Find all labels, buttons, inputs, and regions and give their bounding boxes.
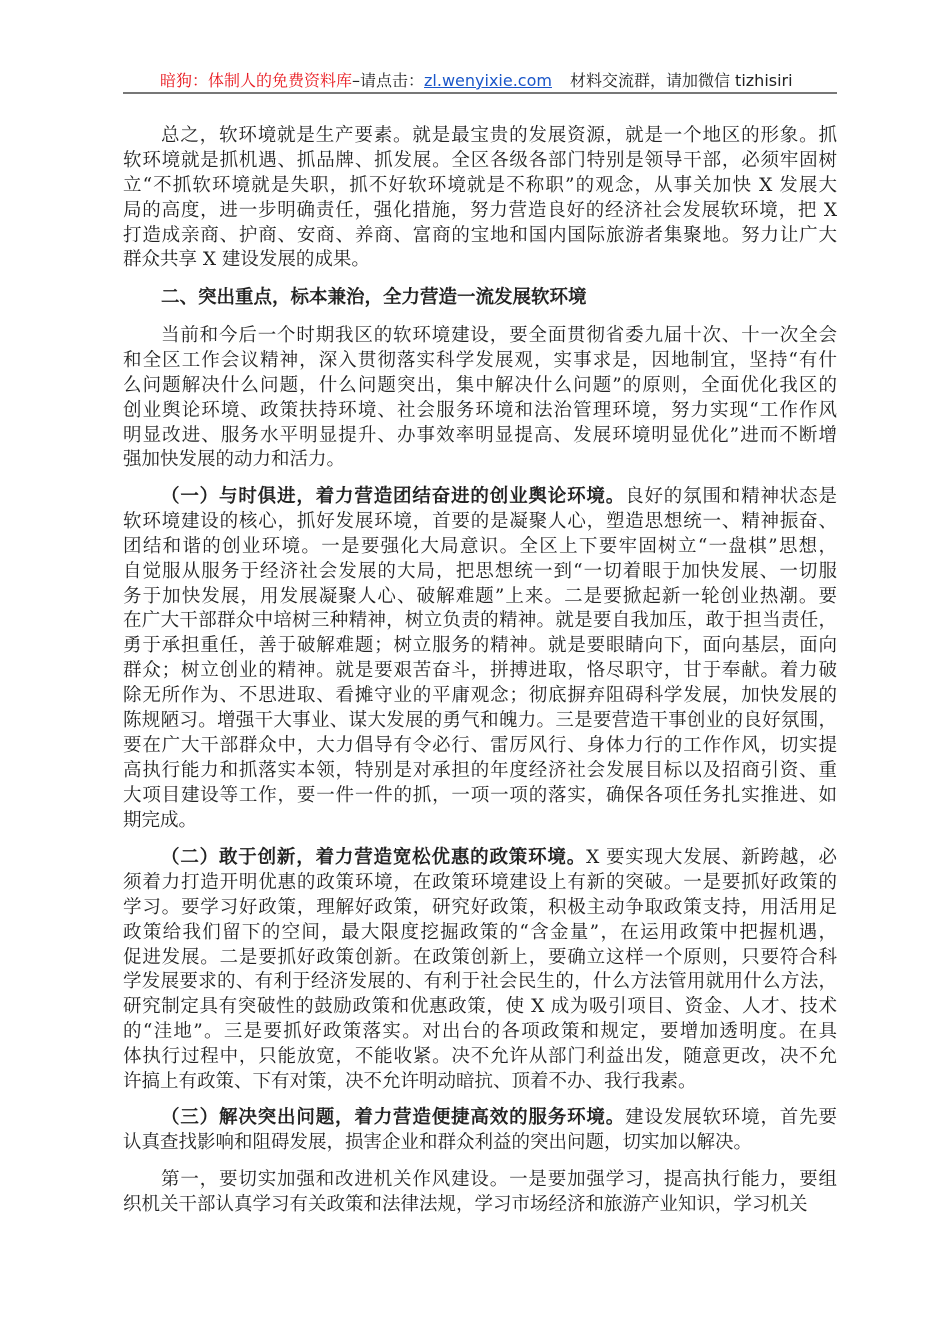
text-line: [123, 199, 837, 224]
line-text: 织机关干部认真学习有关政策和法律法规，学习市场经济和旅游产业知识，学习机关: [123, 1193, 808, 1215]
header-banner: [160, 68, 793, 91]
text-line: [123, 1020, 837, 1045]
line-text: 学习。要学习好政策，理解好政策，研究好政策，积极主动争取政策支持，用活用足: [123, 896, 837, 918]
line-text: 除无所作为、不思进取、看摊守业的平庸观念；彻底摒弃阻碍科学发展，加快发展的: [123, 685, 837, 707]
site-link[interactable]: zl.wenyixie.com: [424, 71, 552, 90]
line-text: 认真查找影响和阻碍发展，损害企业和群众利益的突出问题，切实加以解决。: [123, 1131, 753, 1153]
text-line: [123, 324, 837, 349]
paragraph-lead: （三）解决突出问题，着力营造便捷高效的服务环境。: [161, 1107, 626, 1128]
text-line: [123, 124, 837, 149]
paragraph: [123, 124, 837, 273]
text-line: [123, 248, 837, 273]
text-line: [123, 871, 837, 896]
text-line: [123, 485, 837, 510]
text-line: [123, 149, 837, 174]
text-line: [123, 349, 837, 374]
line-text: 研究制定具有突破性的鼓励政策和优惠政策，使 X 成为吸引项目、资金、人才、技术: [123, 996, 837, 1018]
text-line: [123, 286, 837, 311]
line-text: 勇于承担重任，善于破解难题；树立服务的精神。就是要眼睛向下，面向基层，面向: [123, 635, 837, 657]
text-line: [123, 946, 837, 971]
text-line: [123, 659, 837, 684]
line-text: 软环境就是抓机遇、抓品牌、抓发展。全区各级各部门特别是领导干部，必须牢固树: [123, 149, 837, 171]
line-text: 体执行过程中，只能放宽，不能收紧。决不允许从部门利益出发，随意更改，决不允: [123, 1046, 837, 1068]
line-text: 须着力打造开明优惠的政策环境，在政策环境建设上有新的突破。一是要抓好政策的: [123, 871, 837, 893]
text-line: [123, 174, 837, 199]
line-text: 群众共享 X 建设发展的成果。: [123, 249, 370, 271]
line-text: 立“不抓软环境就是失职，抓不好软环境就是不称职”的观念，从事关加快 X 发展大: [123, 174, 837, 196]
text-line: [123, 1106, 837, 1131]
line-text: 务于加快发展，用发展凝聚人心、破解难题”上来。二是要掀起新一轮创业热潮。要: [123, 585, 837, 607]
paragraph-lead: （一）与时俱进，着力营造团结奋进的创业舆论环境。: [161, 486, 626, 507]
line-text: 政策给我们留下的空间，最大限度挖掘政策的“含金量”，在运用政策中把握机遇，: [123, 921, 837, 943]
paragraph-lead: （二）敢于创新，着力营造宽松优惠的政策环境。: [161, 847, 587, 868]
line-text: 团结和谐的创业环境。一是要强化大局意识。全区上下要牢固树立“一盘棋”思想，: [123, 535, 837, 557]
text-line: [123, 399, 837, 424]
text-line: [123, 1070, 837, 1095]
line-text: 创业舆论环境、政策扶持环境、社会服务环境和法治管理环境，努力实现“工作作风: [123, 399, 837, 421]
line-text: 陈规陋习。增强干大事业、谋大发展的勇气和魄力。三是要营造干事创业的良好氛围，: [123, 710, 837, 732]
text-line: [123, 1193, 837, 1218]
line-text: 良好的氛围和精神状态是: [625, 486, 837, 507]
paragraph: [123, 324, 837, 473]
line-text: 促进发展。二是要抓好政策创新。在政策创新上，要确立这样一个原则，只要符合科: [123, 946, 837, 968]
paragraph: [123, 1168, 837, 1218]
heading-text: 二、突出重点，标本兼治，全力营造一流发展软环境: [161, 287, 587, 308]
text-line: [123, 560, 837, 585]
header-divider: [123, 92, 837, 94]
line-text: 学发展要求的、有利于经济发展的、有利于社会民生的，什么方法管用就用什么方法，: [123, 971, 837, 993]
text-line: [123, 709, 837, 734]
click-prompt: –请点击：: [352, 71, 425, 90]
line-text: 当前和今后一个时期我区的软环境建设，要全面贯彻省委九届十次、十一次全会: [161, 325, 837, 346]
line-text: 打造成亲商、护商、安商、养商、富商的宝地和国内国际旅游者集聚地。努力让广大: [123, 224, 837, 246]
text-line: [123, 734, 837, 759]
site-name: 暗狗：体制人的免费资料库: [160, 71, 353, 90]
text-line: [123, 224, 837, 249]
wechat-note: 材料交流群，请加微信 tizhisiri: [569, 71, 793, 90]
text-line: [123, 921, 837, 946]
line-text: 和全区工作会议精神，深入贯彻落实科学发展观，实事求是，因地制宜，坚持“有什: [123, 349, 837, 371]
line-text: 总之，软环境就是生产要素。就是最宝贵的发展资源，就是一个地区的形象。抓: [161, 125, 837, 146]
line-text: 明显改进、服务水平明显提升、办事效率明显提高、发展环境明显优化”进而不断增: [123, 424, 837, 446]
line-text: 第一，要切实加强和改进机关作风建设。一是要加强学习，提高执行能力，要组: [161, 1169, 837, 1190]
section-heading: [123, 286, 837, 311]
text-line: [123, 784, 837, 809]
text-line: [123, 585, 837, 610]
text-line: [123, 846, 837, 871]
line-text: 许搞上有政策、下有对策，决不允许明动暗抗、顶着不办、我行我素。: [123, 1071, 697, 1093]
text-line: [123, 634, 837, 659]
line-text: 强加快发展的动力和活力。: [123, 449, 346, 471]
text-line: [123, 1131, 837, 1156]
line-text: 在广大干部群众中培树三种精神，树立负责的精神。就是要自我加压，敢于担当责任，: [123, 610, 837, 632]
text-line: [123, 684, 837, 709]
text-line: [123, 809, 837, 834]
text-line: [123, 759, 837, 784]
text-line: [123, 609, 837, 634]
line-text: 要在广大干部群众中，大力倡导有令必行、雷厉风行、身体力行的工作作风，切实提: [123, 734, 837, 756]
line-text: 建设发展软环境，首先要: [625, 1107, 837, 1128]
text-line: [123, 510, 837, 535]
text-line: [123, 448, 837, 473]
line-text: 的“洼地”。三是要抓好政策落实。对出台的各项政策和规定，要增加透明度。在具: [123, 1021, 837, 1043]
line-text: 软环境建设的核心，抓好发展环境，首要的是凝聚人心，塑造思想统一、精神振奋、: [123, 510, 837, 532]
paragraph: [123, 485, 837, 833]
paragraph: [123, 846, 837, 1095]
text-line: [123, 424, 837, 449]
line-text: 群众；树立创业的精神。就是要艰苦奋斗，拼搏进取，恪尽职守，甘于奉献。着力破: [123, 660, 837, 682]
text-line: [123, 896, 837, 921]
text-line: [123, 995, 837, 1020]
line-text: 期完成。: [123, 809, 198, 831]
text-line: [123, 535, 837, 560]
line-text: 高执行能力和抓落实本领，特别是对承担的年度经济社会发展目标以及招商引资、重: [123, 759, 837, 781]
line-text: X 要实现大发展、新跨越，必: [586, 847, 837, 868]
line-text: 么问题解决什么问题，什么问题突出，集中解决什么问题”的原则，全面优化我区的: [123, 374, 837, 396]
text-line: [123, 374, 837, 399]
text-line: [123, 1168, 837, 1193]
line-text: 自觉服从服务于经济社会发展的大局，把思想统一到“一切着眼于加快发展、一切服: [123, 560, 837, 582]
text-line: [123, 1045, 837, 1070]
paragraph: [123, 1106, 837, 1156]
line-text: 大项目建设等工作，要一件一件的抓，一项一项的落实，确保各项任务扎实推进、如: [123, 784, 837, 806]
line-text: 局的高度，进一步明确责任，强化措施，努力营造良好的经济社会发展软环境，把 X: [123, 199, 837, 221]
text-line: [123, 970, 837, 995]
